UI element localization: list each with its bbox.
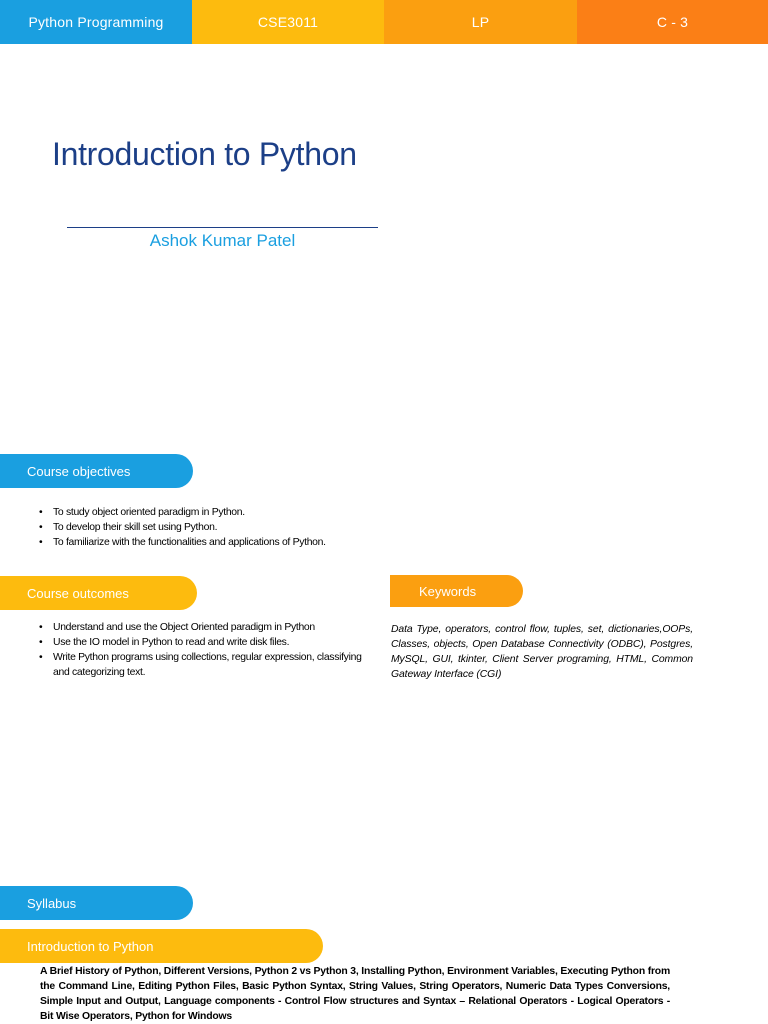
list-item: • Understand and use the Object Oriented paradigm in Python bbox=[39, 620, 369, 635]
course-outcomes-list bbox=[39, 620, 369, 680]
course-outcomes-label: Course outcomes bbox=[0, 576, 197, 610]
list-item: • Write Python programs using collections, regular expression, classifying and categorizing text. bbox=[39, 650, 369, 680]
keywords-text: Data Type, operators, control flow, tuples, set, dictionaries,OOPs, Classes, objects, Open Database Connectivity (ODBC), Postgres, MySQL, GUI, tkinter, Client Server programing, HTML, Common Gateway Interface (CGI) bbox=[391, 624, 693, 680]
title-divider bbox=[67, 227, 378, 228]
list-item: • To familiarize with the functionalities and applications of Python. bbox=[39, 535, 399, 550]
header-bar bbox=[0, 0, 768, 44]
list-item: • To study object oriented paradigm in Python. bbox=[39, 505, 399, 520]
syllabus-unit-text: A Brief History of Python, Different Versions, Python 2 vs Python 3, Installing Python, Environment Variables, Executing Python from the Command Line, Editing Python Files, Basic Python Syntax, String Values, String Operators, Numeric Data Types Conversions, Simple Input and Output, Language components - Control Flow structures and Syntax – Relational Operators - Logical Operators - Bit Wise Operators, Python for Windows bbox=[40, 966, 670, 1022]
author-name: Ashok Kumar Patel bbox=[149, 231, 296, 250]
list-item: • To develop their skill set using Python. bbox=[39, 520, 399, 535]
syllabus-unit-title: Introduction to Python bbox=[0, 929, 323, 963]
list-item: • Use the IO model in Python to read and write disk files. bbox=[39, 635, 369, 650]
course-objectives-label: Course objectives bbox=[0, 454, 193, 488]
keywords-label: Keywords bbox=[390, 575, 523, 607]
header-type: LP bbox=[384, 0, 577, 44]
header-subject: Python Programming bbox=[0, 0, 192, 44]
header-credits: C - 3 bbox=[577, 0, 768, 44]
course-objectives-list bbox=[39, 505, 399, 550]
page-title: Introduction to Python bbox=[52, 136, 357, 172]
header-course-code: CSE3011 bbox=[192, 0, 384, 44]
syllabus-label: Syllabus bbox=[0, 886, 193, 920]
